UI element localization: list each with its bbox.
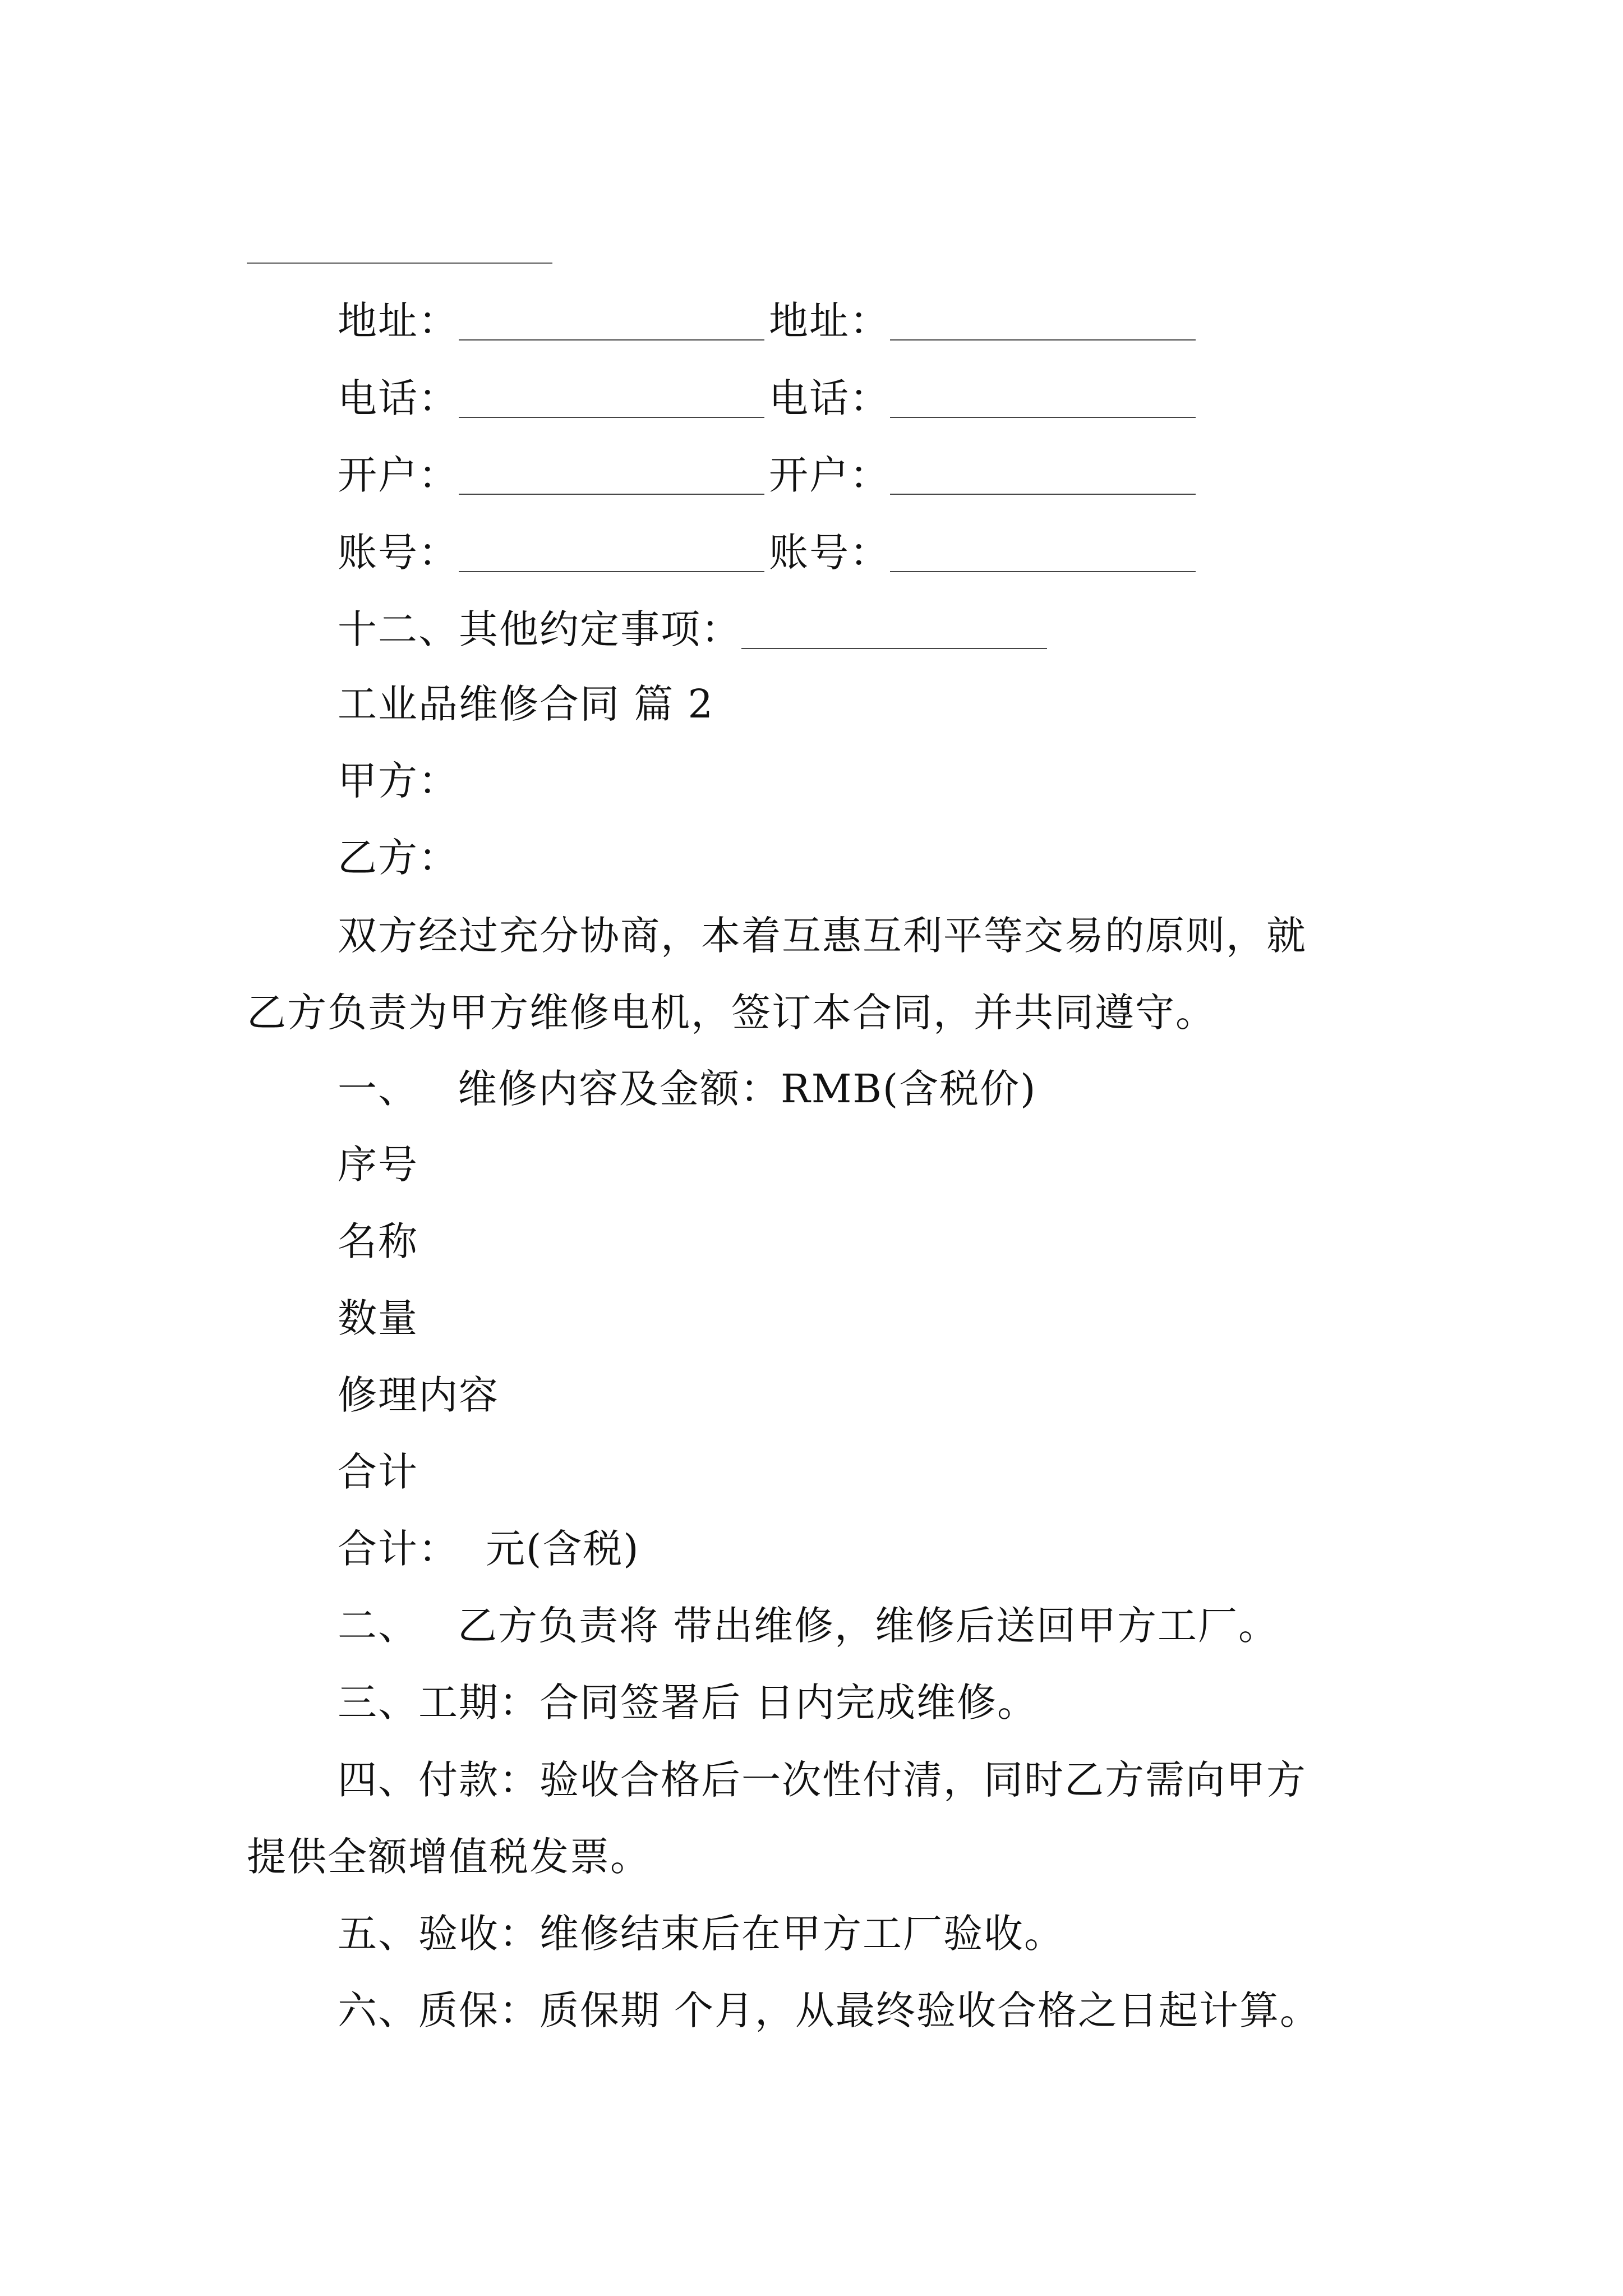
total-label: 合计： [338, 1526, 459, 1572]
phone-blank-left [459, 378, 764, 418]
table-header-index: 序号 [338, 1142, 418, 1188]
account-label-left: 账号： [338, 530, 459, 576]
clause-2-part-1: 乙方负责将 [458, 1603, 660, 1649]
clause-3-part-1: 三、工期：合同签署后 [338, 1680, 741, 1726]
address-label-left: 地址： [338, 298, 459, 344]
clause-2 [338, 1603, 1279, 1649]
clause-1-number: 一、 [338, 1066, 418, 1112]
signature-blank-line [247, 263, 552, 264]
table-header-quantity: 数量 [338, 1295, 418, 1341]
party-a: 甲方： [338, 758, 459, 804]
clause-1 [338, 1066, 1037, 1112]
bank-row [338, 452, 1200, 498]
bank-label-left: 开户： [338, 452, 459, 498]
clause-6-part-1: 六、质保：质保期 [338, 1987, 661, 2033]
clause-6 [338, 1987, 1320, 2033]
table-header-repair-content: 修理内容 [338, 1372, 499, 1418]
intro-line-2: 乙方负责为甲方维修电机，签订本合同，并共同遵守。 [247, 990, 1216, 1036]
address-row [338, 298, 1200, 344]
phone-blank-right [890, 378, 1196, 418]
clause-12-text: 十二、其他约定事项： [338, 606, 741, 652]
address-label-right: 地址： [769, 298, 890, 344]
clause-3-part-2: 日内完成维修。 [755, 1680, 1038, 1726]
bank-label-right: 开户： [769, 452, 890, 498]
party-b: 乙方： [338, 835, 459, 881]
bank-blank-left [459, 454, 764, 495]
table-header-subtotal: 合计 [338, 1449, 418, 1495]
account-blank-left [459, 532, 764, 572]
account-label-right: 账号： [769, 530, 890, 576]
clause-5: 五、验收：维修结束后在甲方工厂验收。 [338, 1911, 1064, 1957]
clause-3 [338, 1680, 1038, 1726]
address-blank-left [459, 300, 764, 341]
clause-2-part-2: 带出维修，维修后送回甲方工厂。 [673, 1603, 1279, 1649]
account-blank-right [890, 532, 1196, 572]
clause-12 [338, 606, 1052, 652]
clause-2-number: 二、 [338, 1603, 418, 1649]
total-line [338, 1526, 640, 1572]
address-blank-right [890, 300, 1196, 341]
phone-label-left: 电话： [338, 375, 459, 421]
phone-row [338, 375, 1200, 421]
clause-12-blank [741, 609, 1047, 649]
intro-line-1: 双方经过充分协商，本着互惠互利平等交易的原则，就 [338, 913, 1307, 959]
clause-6-part-2: 个月，从最终验收合格之日起计算。 [674, 1987, 1320, 2033]
clause-4-line-2: 提供全额增值税发票。 [247, 1834, 651, 1880]
clause-1-text: 维修内容及金额：RMB(含税价) [458, 1066, 1037, 1112]
contract-title: 工业品维修合同 篇 2 [338, 681, 714, 727]
table-header-name: 名称 [338, 1218, 418, 1264]
bank-blank-right [890, 454, 1196, 495]
phone-label-right: 电话： [769, 375, 890, 421]
clause-4-line-1: 四、付款：验收合格后一次性付清，同时乙方需向甲方 [338, 1757, 1307, 1803]
account-row [338, 530, 1200, 576]
total-text: 元(含税) [486, 1526, 640, 1572]
